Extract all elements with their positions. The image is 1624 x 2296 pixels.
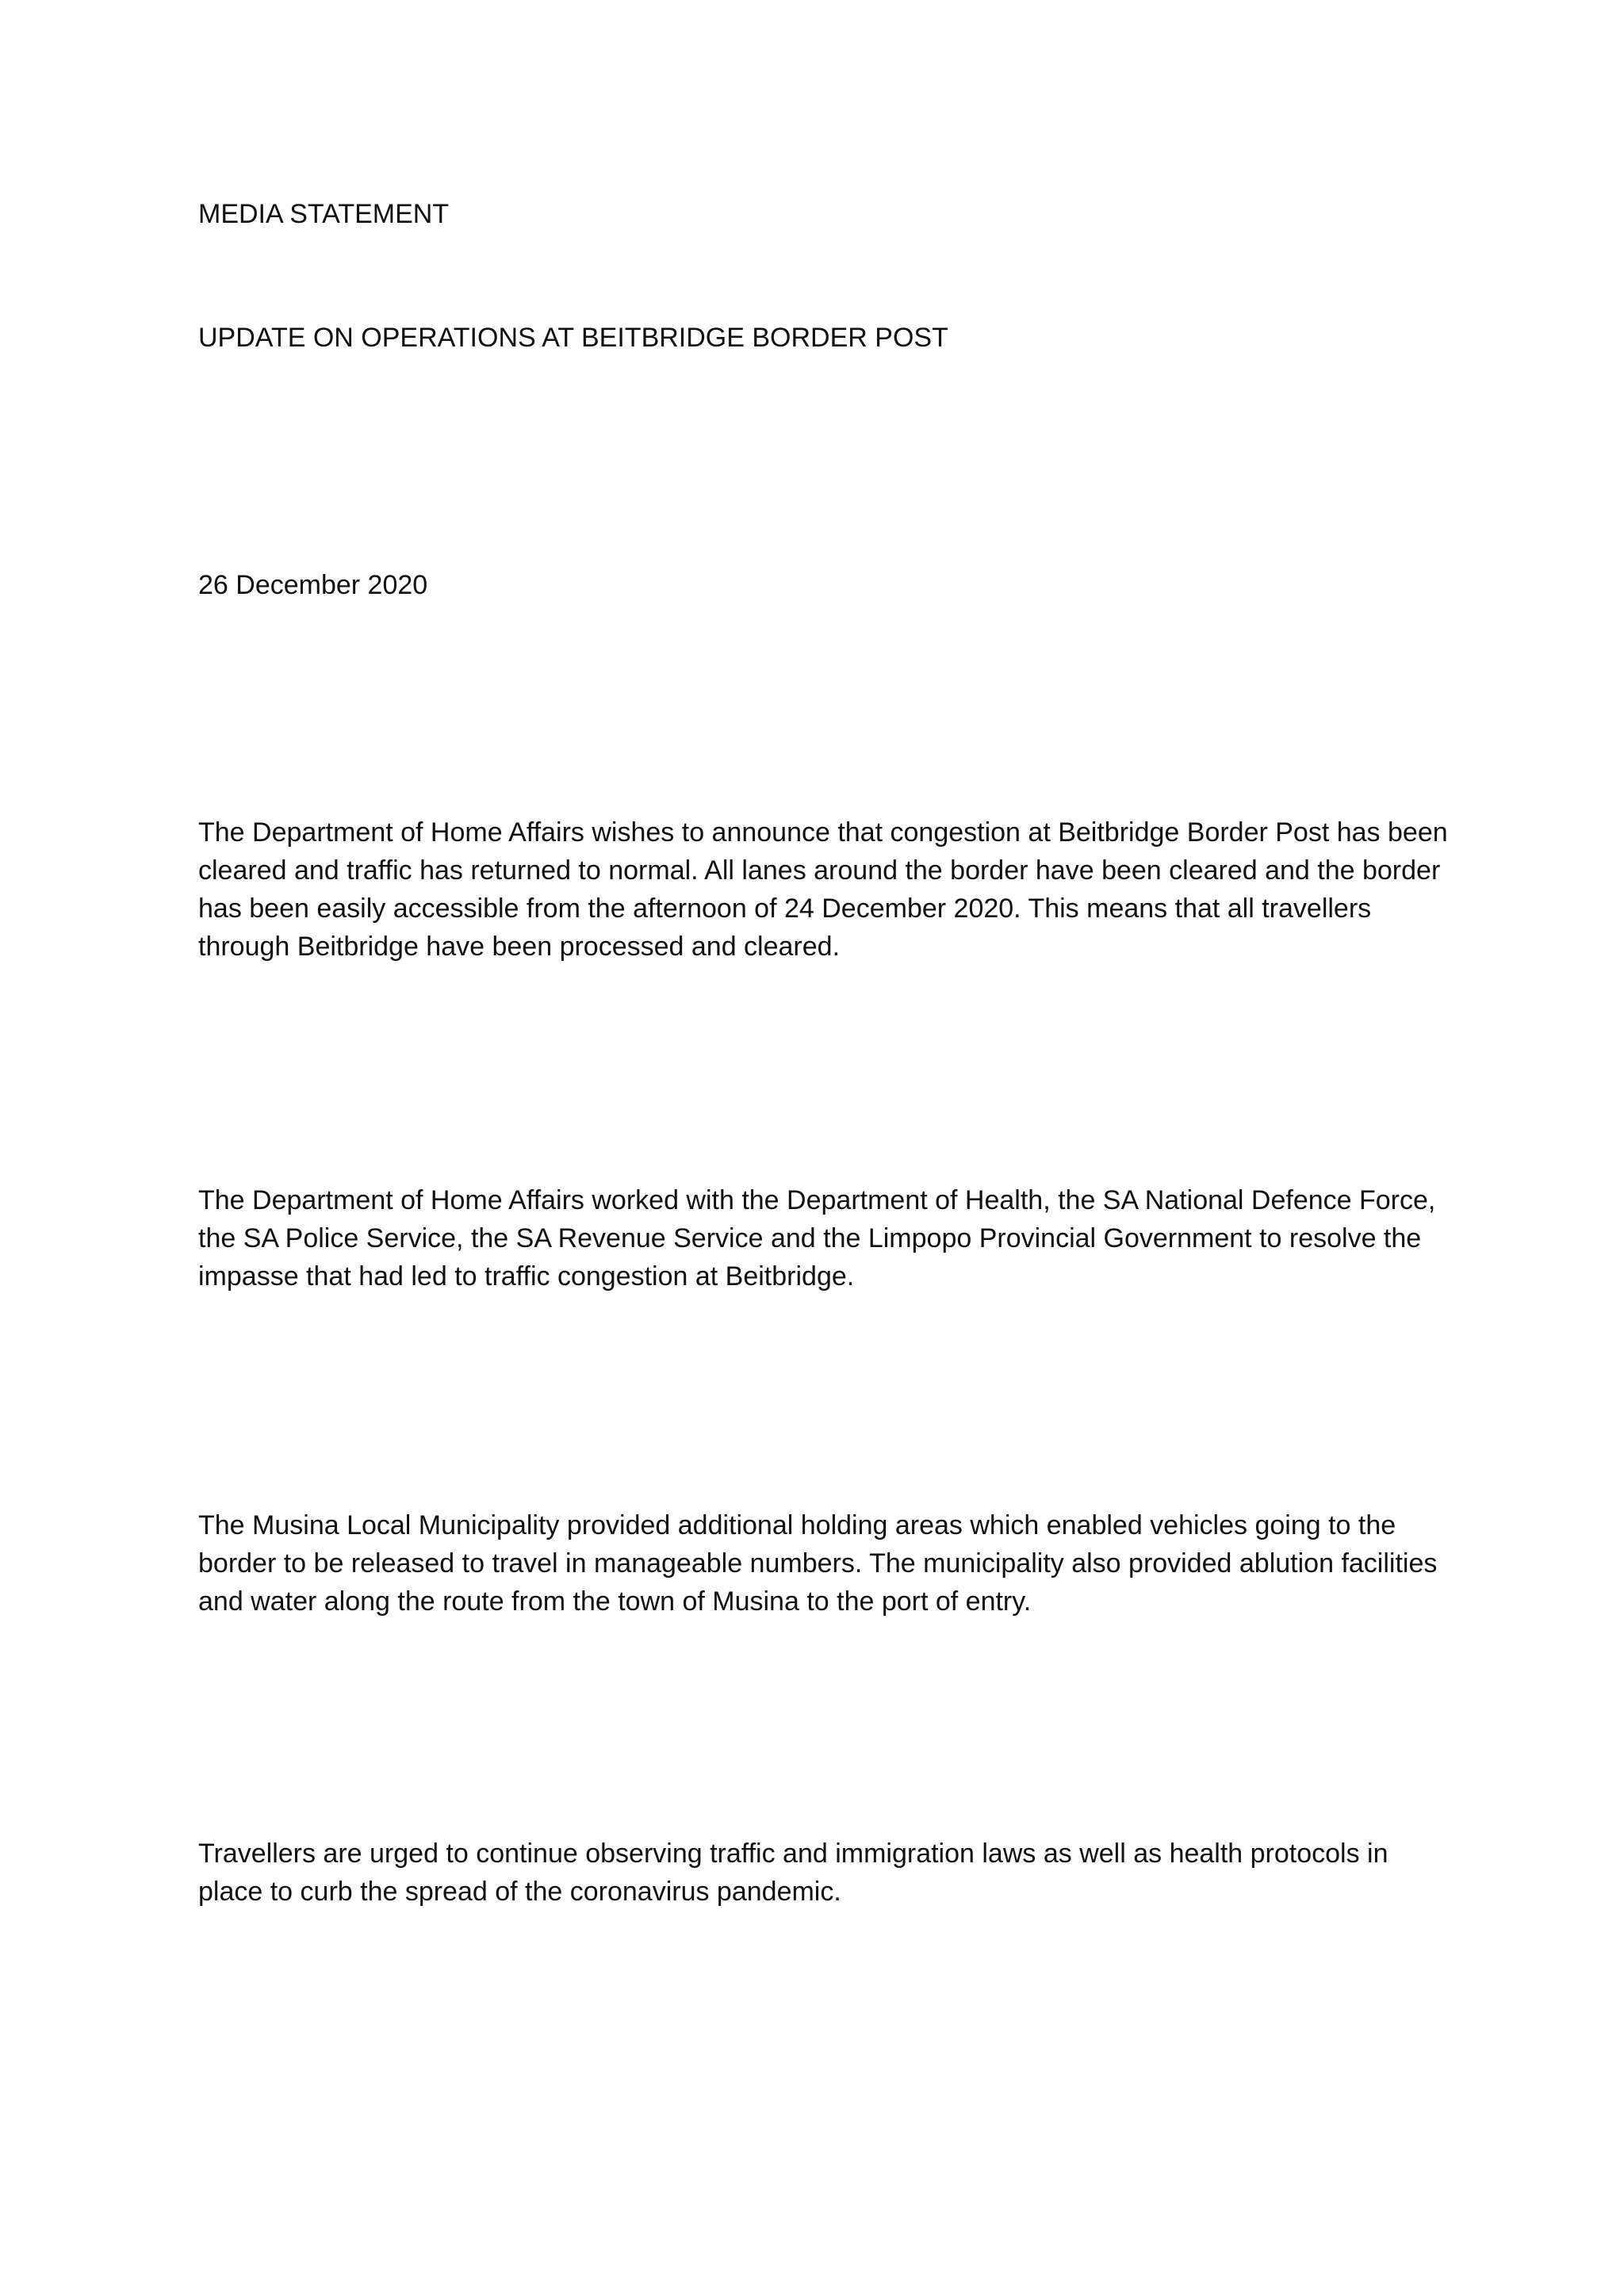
document-date: 26 December 2020 (198, 570, 428, 600)
paragraph-musina-municipality: The Musina Local Municipality provided additional holding areas which enabled vehicles going to the border to be released to travel in manageable numbers. The municipality also provided ablution facilities and water along the route from the town of Musina to the port of entry. (198, 1510, 1438, 1617)
paragraph-travellers-urged: Travellers are urged to continue observing traffic and immigration laws as well as health protocols in place to curb the spread of the coronavirus pandemic. (198, 1839, 1388, 1907)
document-title: UPDATE ON OPERATIONS AT BEITBRIDGE BORDER POST (198, 323, 948, 353)
media-statement-header: MEDIA STATEMENT (198, 199, 450, 229)
paragraph-congestion-cleared: The Department of Home Affairs wishes to announce that congestion at Beitbridge Border Post has been cleared and traffic has returned to normal. All lanes around the border have been cleared and the border has been easily accessible from the afternoon of 24 December 2020. This means that all travellers through Beitbridge have been processed and cleared. (198, 817, 1448, 962)
paragraph-departments-worked: The Department of Home Affairs worked with the Department of Health, the SA National Defence Force, the SA Police Service, the SA Revenue Service and the Limpopo Provincial Government to resolve the impasse that had led to traffic congestion at Beitbridge. (198, 1185, 1436, 1292)
